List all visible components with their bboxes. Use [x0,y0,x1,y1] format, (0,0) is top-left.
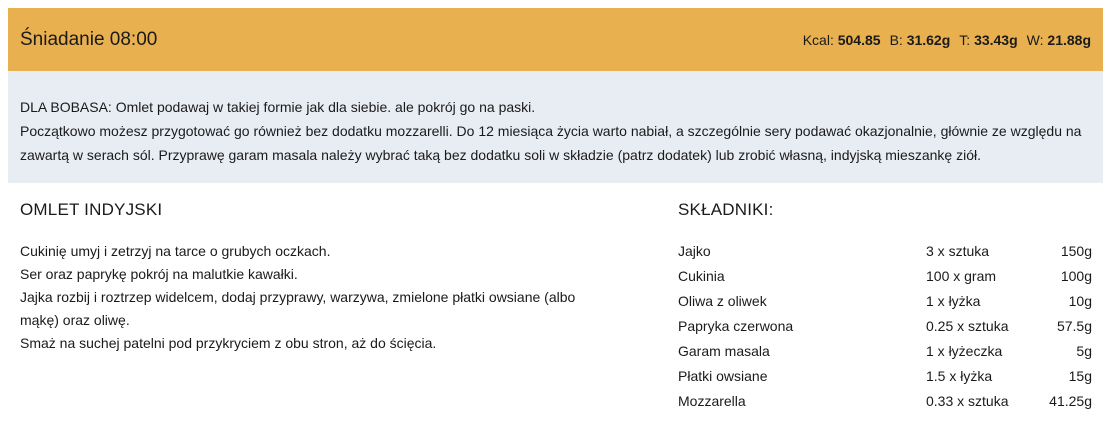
ingredient-quantity: 0.25 x sztuka [926,317,1009,334]
ingredient-row [678,363,1092,388]
macro-fat: T: 33.43g [959,31,1018,48]
recipe-title: OMLET INDYJSKI [20,200,163,219]
ingredient-quantity: 1 x łyżeczka [926,342,1003,359]
ingredients-list [678,238,1092,413]
macro-carbs: W: 21.88g [1026,31,1091,48]
ingredients-section [678,200,1092,413]
baby-note [8,71,1103,183]
ingredient-quantity: 1.5 x łyżka [926,367,993,384]
macro-kcal: Kcal: 504.85 [802,31,881,48]
ingredient-name: Papryka czerwona [678,317,794,334]
ingredient-weight: 57.5g [1056,317,1092,334]
ingredient-name: Jajko [678,242,711,259]
macro-fat-value: 33.43g [974,31,1018,48]
ingredient-quantity: 100 x gram [926,267,997,284]
note-line: zawartą w serach sól. Przyprawę garam masala należy wybrać taką bez dodatku soli w składzie (patrz dodatek) lub zrobić własną, indyjską mieszankę ziół. [20,147,981,163]
ingredient-quantity: 3 x sztuka [926,242,990,259]
ingredient-weight: 41.25g [1049,392,1092,409]
meal-title: Śniadanie 08:00 [20,28,158,50]
ingredient-name: Mozzarella [678,392,746,409]
macro-protein-value: 31.62g [906,31,951,48]
ingredient-row [678,263,1092,288]
ingredient-quantity: 1 x łyżka [926,292,981,309]
recipe-section [20,200,620,355]
ingredient-weight: 5g [1076,342,1092,359]
ingredient-row [678,238,1092,263]
ingredient-name: Płatki owsiane [678,367,768,384]
recipe-step: Ser oraz paprykę pokrój na malutkie kawałki. [20,266,298,282]
note-line: DLA BOBASA: Omlet podawaj w takiej formie jak dla siebie. ale pokrój go na paski. [20,99,536,115]
ingredient-row [678,288,1092,313]
ingredient-weight: 15g [1068,367,1092,384]
ingredient-weight: 150g [1060,242,1092,259]
note-line: Początkowo możesz przygotować go również bez dodatku mozzarelli. Do 12 miesiąca życia warto nabiał, a szczególnie sery podawać okazjonalnie, głównie ze względu na [20,123,1082,139]
recipe-step: Jajka rozbij i roztrzep widelcem, dodaj przyprawy, warzywa, zmielone płatki owsiane (albo mąkę) oraz oliwę. [20,289,576,328]
macro-carbs-value: 21.88g [1047,31,1091,48]
ingredient-name: Cukinia [678,267,725,284]
ingredient-row [678,338,1092,363]
macro-protein: B: 31.62g [889,31,951,48]
ingredient-name: Garam masala [678,342,770,359]
ingredient-row [678,388,1092,413]
ingredient-name: Oliwa z oliwek [678,292,767,309]
ingredient-quantity: 0.33 x sztuka [926,392,1009,409]
recipe-step: Smaż na suchej patelni pod przykryciem z obu stron, aż do ścięcia. [20,335,437,351]
meal-header [8,8,1103,71]
macro-kcal-value: 504.85 [837,31,881,48]
ingredient-weight: 100g [1060,267,1092,284]
ingredient-row [678,313,1092,338]
recipe-step: Cukinię umyj i zetrzyj na tarce o grubych oczkach. [20,243,331,259]
ingredients-title: SKŁADNIKI: [678,200,774,219]
ingredient-weight: 10g [1068,292,1092,309]
macros-summary [803,32,1091,48]
